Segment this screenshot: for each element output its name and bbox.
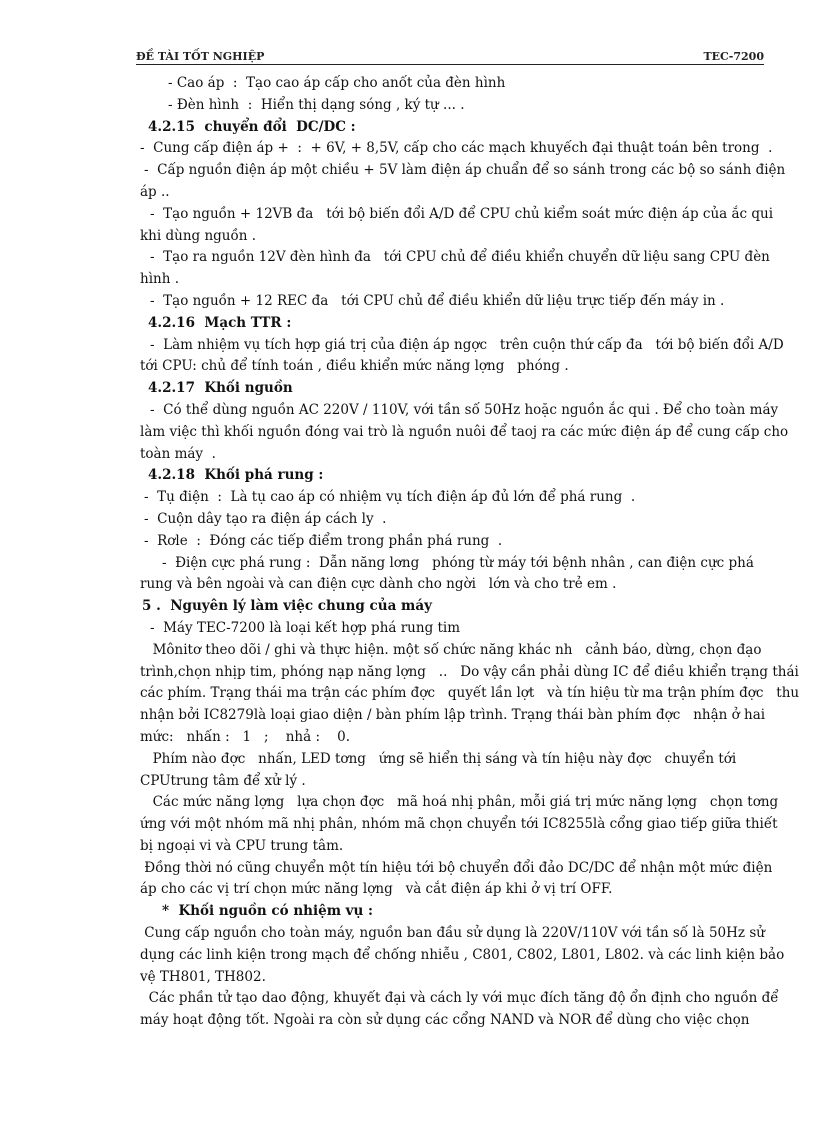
text-line: các phím. Trạng thái ma trận các phím đợc quyết lần lợt và tín hiệu từ ma trận phím đợc thu	[140, 685, 800, 702]
text-line: khi dùng nguồn .	[140, 227, 257, 244]
text-line: CPUtrung tâm để xử lý .	[140, 772, 306, 789]
text-line: - Cấp nguồn điện áp một chiều + 5V làm điện áp chuẩn để so sánh trong các bộ so sánh điện	[144, 162, 786, 179]
section-heading: 4.2.16 Mạch TTR :	[148, 314, 292, 331]
section-heading: 5 . Nguyên lý làm việc chung của máy	[142, 598, 432, 615]
text-line: mức: nhấn : 1 ; nhả : 0.	[140, 728, 351, 745]
text-line: Cung cấp nguồn cho toàn máy, nguồn ban đầu sử dụng là 220V/110V với tần số là 50Hz sử	[140, 925, 765, 942]
text-line: Các mức năng lợng lựa chọn đợc mã hoá nhị phân, mỗi giá trị mức năng lợng chọn tơng	[144, 794, 779, 811]
section-heading: * Khối nguồn có nhiệm vụ :	[162, 903, 374, 920]
text-line: làm việc thì khối nguồn đóng vai trò là nguồn nuôi để taoj ra các mức điện áp để cung cấp cho	[140, 423, 789, 440]
text-line: ứng với một nhóm mã nhị phân, nhóm mã chọn chuyển tới IC8255là cổng giao tiếp giữa thiết	[140, 816, 778, 833]
text-line: Mônitơ theo dõi / ghi và thực hiện. một số chức năng khác nh cảnh báo, dừng, chọn đạo	[144, 641, 762, 658]
text-line: áp cho các vị trí chọn mức năng lợng và cắt điện áp khi ở vị trí OFF.	[140, 881, 613, 898]
text-line: - Rơle : Đóng các tiếp điểm trong phần phá rung .	[144, 532, 503, 549]
text-line: dụng các linh kiện trong mạch để chống nhiễu , C801, C802, L801, L802. và các linh kiện bảo	[140, 946, 785, 963]
text-line: - Tạo ra nguồn 12V đèn hình đa tới CPU chủ để điều khiển chuyển dữ liệu sang CPU đèn	[150, 249, 770, 266]
text-line: rung và bên ngoài và can điện cực dành cho ngời lớn và cho trẻ em .	[140, 576, 617, 593]
text-line: Phím nào đợc nhấn, LED tơng ứng sẽ hiển thị sáng và tín hiệu này đợc chuyển tới	[144, 750, 737, 767]
section-heading: 4.2.15 chuyển đổi DC/DC :	[148, 118, 356, 135]
text-line: - Đèn hình : Hiển thị dạng sóng , ký tự ... .	[168, 96, 465, 113]
text-line: nhận bởi IC8279là loại giao diện / bàn phím lập trình. Trạng thái bàn phím đợc nhận ở hai	[140, 707, 766, 724]
text-line: toàn máy .	[140, 445, 216, 462]
text-line: vệ TH801, TH802.	[140, 968, 266, 985]
text-line: - Cuộn dây tạo ra điện áp cách ly .	[144, 510, 387, 527]
text-line: - Cung cấp điện áp + : + 6V, + 8,5V, cấp cho các mạch khuyếch đại thuật toán bên trong .	[140, 140, 773, 157]
text-line: Đồng thời nó cũng chuyển một tín hiệu tới bộ chuyển đổi đảo DC/DC để nhận một mức điện	[140, 859, 773, 876]
text-line: - Tạo nguồn + 12 REC đa tới CPU chủ để điều khiển dữ liệu trực tiếp đến máy in .	[150, 292, 725, 309]
text-line: - Làm nhiệm vụ tích hợp giá trị của điện áp ngợc trên cuộn thứ cấp đa tới bộ biến đổi A/D	[150, 336, 784, 353]
text-line: máy hoạt động tốt. Ngoài ra còn sử dụng các cổng NAND và NOR để dùng cho việc chọn	[140, 1012, 750, 1029]
header-right-title: TEC-7200	[703, 50, 764, 63]
text-line: tới CPU: chủ để tính toán , điều khiển mức năng lợng phóng .	[140, 358, 569, 375]
text-line: - Tụ điện : Là tụ cao áp có nhiệm vụ tích điện áp đủ lớn để phá rung .	[144, 489, 636, 506]
document-body	[140, 73, 800, 1032]
header-divider	[136, 64, 764, 65]
text-line: - Cao áp : Tạo cao áp cấp cho anốt của đèn hình	[168, 75, 506, 91]
text-line: - Tạo nguồn + 12VB đa tới bộ biến đổi A/D để CPU chủ kiểm soát mức điện áp của ắc qui	[150, 205, 774, 222]
text-line: áp ..	[140, 183, 170, 200]
section-heading: 4.2.17 Khối nguồn	[148, 380, 293, 397]
text-line: trình,chọn nhịp tim, phóng nạp năng lợng .. Do vậy cần phải dùng IC để điều khiển trạng thái	[140, 663, 799, 680]
header-left-title: ĐỀ TÀI TỐT NGHIỆP	[136, 50, 265, 63]
text-line: - Điện cực phá rung : Dẫn năng lơng phóng từ máy tới bệnh nhân , can điện cực phá	[162, 554, 754, 571]
text-line: hình .	[140, 271, 179, 288]
text-line: bị ngoại vi và CPU trung tâm.	[140, 837, 344, 854]
text-line: - Có thể dùng nguồn AC 220V / 110V, với tần số 50Hz hoặc nguồn ắc qui . Để cho toàn máy	[150, 401, 779, 418]
text-line: - Máy TEC-7200 là loại kết hợp phá rung tim	[150, 619, 461, 636]
text-line: Các phần tử tạo dao động, khuyết đại và cách ly với mục đích tăng độ ổn định cho nguồn để	[140, 990, 779, 1007]
section-heading: 4.2.18 Khối phá rung :	[148, 467, 324, 484]
